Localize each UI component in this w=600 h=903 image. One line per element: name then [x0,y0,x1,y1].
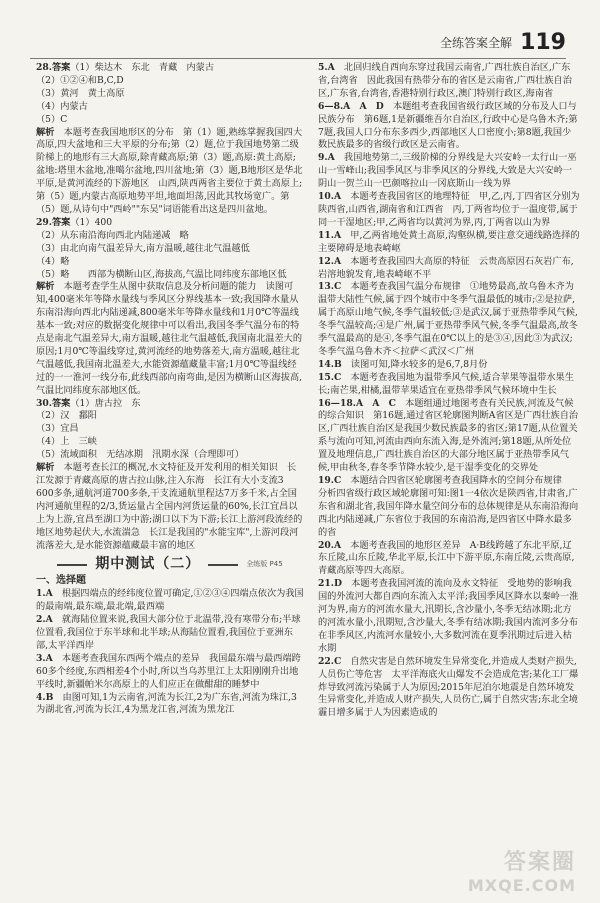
answer-label: 14.B [318,358,342,370]
answer-text: 本题考查我国四大高原的特征 云贵高原因石灰岩广布,岩溶地貌发育,地表崎岖不平 [318,255,574,280]
answer-label: 20.A [318,539,342,551]
answer-text: （5）C [36,113,68,125]
answer-paragraph [318,656,580,721]
answer-paragraph [36,62,304,75]
answer-text: 。第（5）题,从诗句中"西岭""东吴"词语能看出这是四川盆地。 [36,191,290,215]
answer-text: （2）①②④和B,C,D [36,74,124,86]
answer-paragraph [36,75,304,88]
answer-paragraph [36,88,304,101]
answer-label: 5.A [318,62,335,73]
answer-label: 4.B [36,691,54,703]
answer-paragraph [36,256,304,269]
answer-text: （4）略 [36,255,70,267]
page-number: 119 [520,30,566,55]
answer-label: 28.答案 [36,62,71,73]
answer-label: 15.C [318,371,342,383]
answer-paragraph [36,692,304,718]
section-title: 期中测试（二） [95,556,201,573]
answer-text: 本题组考查我国省级行政区域的分布及人口与民族分布 第6题,1是新疆维吾尔自治区,行政中心是乌鲁木齐;第7题,我国人口分布东多西少,西部地区人口密度小;第8题,我国少数民族最多的省级行政区是云南省。 [318,100,578,151]
answer-text: （3）宜昌 [36,423,79,435]
answer-paragraph [36,462,304,552]
answer-text: （1）柴达木 东北 青藏 内蒙古 [70,62,215,73]
answer-label: 29.答案 [36,216,71,228]
answer-paragraph [36,410,304,423]
answer-paragraph [36,653,304,692]
section-reference: 全练版 P45 [246,560,283,569]
answer-text: （1）400 [70,216,113,228]
answer-label: 13.C [318,281,342,293]
answer-paragraph [318,62,580,101]
page-header [440,30,566,55]
answer-text: （4）内蒙古 [36,100,88,112]
subsection-heading: 一、选择题 [36,575,86,587]
answer-paragraph [318,475,580,540]
answer-paragraph [318,578,580,655]
answer-label: 2.A [36,614,53,626]
answer-paragraph [36,101,304,114]
answer-paragraph [318,152,580,191]
answer-paragraph [36,230,304,243]
answer-paragraph [36,217,304,230]
answer-text: 我国地势第二,三级阶梯的分界线是大兴安岭一太行山一巫山一雪峰山;我国季风区与非季风区的分界线,大致是大兴安岭一阴山一贺兰山一巴颜喀拉山一冈底斯山一线为界 [318,152,577,190]
answer-paragraph [318,101,580,153]
answer-label: 21.D [318,578,342,590]
answer-label: 9.A [318,152,335,164]
answer-text: 自然灾害是自然环境发生异常变化,并造成人类财产损失,人员伤亡等危害 太平洋海底火山爆发不会造成危害;某化工厂爆炸导致河流污染属于人为原因;2015年尼泊尔地震是自然环境发生异常变化,并造成人财产损失,人员伤亡,属于自然灾害;东北全境霾日增多属于人为因素造成的 [318,655,579,719]
answer-paragraph [36,114,304,127]
watermark-line-2: MXQE.COM [467,876,576,895]
answer-text: （3）由北向南气温差异大,南方温暖,越往北气温越低 [36,242,250,254]
answer-label: 解析 [36,126,55,138]
answer-paragraph [36,614,304,653]
answer-paragraph [36,243,304,256]
answer-text: 本题考查我国省区的地理特征 甲,乙,丙,丁四省区分别为陕西省,山西省,湖南省和江西省 丙,丁两省均位于一温度带,属于同一干湿地区;甲,乙两省均以黄河为界,丙,丁两省以山为界 [318,191,580,228]
answer-text: （1）唐古拉 东 [70,397,141,409]
answer-paragraph [318,398,580,475]
answer-label: 11.A [318,229,342,241]
answer-label: 解析 [36,462,55,474]
answer-text: 本题考查我国地形区的分布 第（1）题,熟练掌握我国四大高原,四大盆地和三大平原的分布;第（2）题,位于我国地势第二级阶梯上的地形有三大高原,除青藏高原;第（3）题,高原:黄土高原;盆地:塔里木盆地,准噶尔盆地,四川盆地;第（3）题,B地形区是华北平原,是黄河流经的下游地区 山西,陕西两省主要位于黄土高原上;第（5）题,内蒙古高原地势平坦,地面坦荡,因此其牧场宽广 [36,126,303,203]
section-rule [208,564,238,566]
answer-text: 根据四端点的经纬度位置可确定,①②③④四端点依次为我国的最南端,最东端,最北端,最西端 [36,588,304,613]
watermark-line-1: 答案圈 [503,850,576,875]
left-column [36,62,304,717]
answer-text: 本题考查我国地为温带季风气候,适合苹果等温带水果生长;南芒果,柑橘,温带苹果适宜在亚热带季风气候环境中生长 [318,371,574,396]
answer-paragraph [36,127,304,217]
answer-text: （2）从东南沿海向西北内陆递减 略 [36,229,189,241]
answer-text: 甲,乙两省地处黄土高原,沟壑纵横,要注意交通线路选择的主要障碍是地表崎岖 [318,229,580,254]
answer-text: 读图可知,降水较多的是6,7,8月份 [341,358,488,370]
answer-label: 3.A [36,652,53,664]
answer-paragraph [36,269,304,282]
header-rule [30,58,566,59]
answer-label: 解析 [36,281,55,293]
answer-paragraph [318,191,580,230]
answer-text: （3）黄河 黄土高原 [36,87,125,99]
watermark [468,845,576,895]
answer-paragraph [36,449,304,462]
answer-paragraph [36,398,304,411]
answer-label: 1.A [36,588,53,600]
answer-paragraph [318,256,580,282]
answer-paragraph [318,540,580,579]
answer-text: 就海陆位置来说,我国大部分位于北温带,没有寒带分布;半球位置看,我国位于东半球和北半球;从海陆位置看,我国位于亚洲东部,太平洋西岸 [36,614,301,651]
section-rule [57,564,87,566]
answer-text: 本题考查我国的地形区差异 A·B线跨越了东北平原,辽东丘陵,山东丘陵,华北平原,长江中下游平原,东南丘陵,云贵高原,青藏高原等四大高原。 [318,539,575,577]
answer-text: 北回归线自西向东穿过我国云南省,广西壮族自治区,广东省,台湾省 因此我国有热带分布的省区是云南省,广西壮族自治区,广东省,台湾省,香港特别行政区,澳门特别行政区,海南省 [318,62,572,99]
answer-paragraph [318,359,580,372]
answer-paragraph [318,372,580,398]
answer-text: 本题考查我国气温分布规律 ①地势最高,故乌鲁木齐为温带大陆性气候,属于四个城市中冬季气温最低的城市;②是拉萨,属于高原山地气候,冬季气温较低;③是武汉,属于亚热带季风气候,冬季气温较高;④是广州,属于亚热带季风气候,冬季气温最高,故冬季气温最高的是④,冬季气温在0℃以上的是③④,因此③为武汉;冬季气温乌鲁木齐＜拉萨＜武汉＜广州 [318,281,578,357]
answer-label: 19.C [318,475,342,486]
answer-label: 10.A [318,191,342,203]
answer-paragraph [36,436,304,449]
answer-label: 12.A [318,255,342,267]
answer-text: 本题考查我国河流的流向及水文特征 受地势的影响我国的外流河大都自西向东流入太平洋;我国季风区降水以秦岭一淮河为界,南方的河流水量大,汛期长,含沙量小,冬季无结冰期;北方的河流水量小,汛期短,含沙量大,冬季有结冰期;我国内流河多分布在非季风区,内流河水量较小,大多数河流在夏季汛期过后进入枯水期 [318,578,579,654]
answer-label: 16—18.A A C [318,397,396,409]
answer-text: （4）上 三峡 [36,436,97,448]
answer-text: 由图可知,1为云南省,河流为长江,2为广东省,河流为珠江,3为湖北省,河流为长江,4为黑龙江省,河流为黑龙江 [36,691,297,716]
answer-paragraph [318,230,580,256]
answer-paragraph [36,281,304,397]
answer-text: 本题考查学生从图中获取信息及分析问题的能力 读图可知,400毫米年等降水量线与季风区分界线基本一致;我国降水量从东南沿海向西北内陆递减,800毫米年等降水量线和1月0℃等温线基本一致;对应的数据变化规律中可以看出,我国冬季气温分布的特点是南北气温差异大,南方温暖,越往北气温越低,我国南北温差大的原因;1月0℃等温线穿过,黄河流经的地势落差大,南方温暖,越往北气温越低,我国南北温差大,水能资源蕴藏量丰富;1月0℃等温线经过的一一淮河一线分布,此线西部向南弯曲,是因为横断山区海拔高,气温比同纬度东部地区低。 [36,281,303,396]
answer-paragraph [36,423,304,436]
answer-paragraph [318,281,580,358]
answer-text: 本题组通过地图考查有关民族,河流及气候的综合知识 第16题,通过省区轮廓图判断A省区是广西壮族自治区,广西壮族自治区是我国少数民族最多的省区;第17题,从位置关系与流向可知,河流由西向东流入海,是外流河;第18题,从所处位置及地理信息,广西壮族自治区的大部分地区属于亚热带季风气候,甲由秋冬,春冬季节降水较少,是干湿季变化的交界处 [318,397,579,474]
answer-text: 本题考查我国东西两个端点的差异 我国最东端与最西端跨60多个经度,东西相差4个小时,所以当乌苏里江上太阳刚刚升出地平线时,新疆帕米尔高原上的人们应正在做酣甜的睡梦中 [36,652,301,690]
section-header [36,558,304,571]
answer-text: （2）汉 鄱阳 [36,410,97,422]
answer-label: 6—8.A A D [318,100,384,112]
answer-paragraph [36,588,304,614]
answer-label: 22.C [318,655,342,667]
book-title: 全练答案全解 [440,36,513,50]
answer-text: 本题结合四省区轮廓图考查我国降水的空间分布规律 分析四省级行政区域轮廓图可知:图1一4依次是陕西省,甘肃省,广东省和湖北省,我国年降水量空间分布的总体规律是从东南沿海向西北内陆递减,广东省位于我国的东南沿海,是四省区中降水最多的省 [318,475,579,538]
answer-text: （5）略 西部为横断山区,海拔高,气温比同纬度东部地区低 [36,268,287,280]
answer-text: 本题考查长江的概况,水文特征及开发利用的相关知识 长江发源于青藏高原的唐古拉山脉,注入东海 长江有大小支流3 600多条,通航河道700多条,干支流通航里程达7万多千米,占全国内河通航里程的2/3,货运量占全国内河货运量的60%,长江宜昌以上为上游,宜昌至湖口为中游;湖口以下为下游;长江上游河段流经的地区地势起伏大,水流湍急 长江是我国的"水能宝库",上游河段河流落差大,是水能资源蕴藏最丰富的地区 [36,462,303,551]
answer-text: （5）流域面积 无结冰期 汛期水深（合理即可） [36,449,244,461]
right-column [318,62,580,720]
answer-label: 30.答案 [36,397,71,409]
